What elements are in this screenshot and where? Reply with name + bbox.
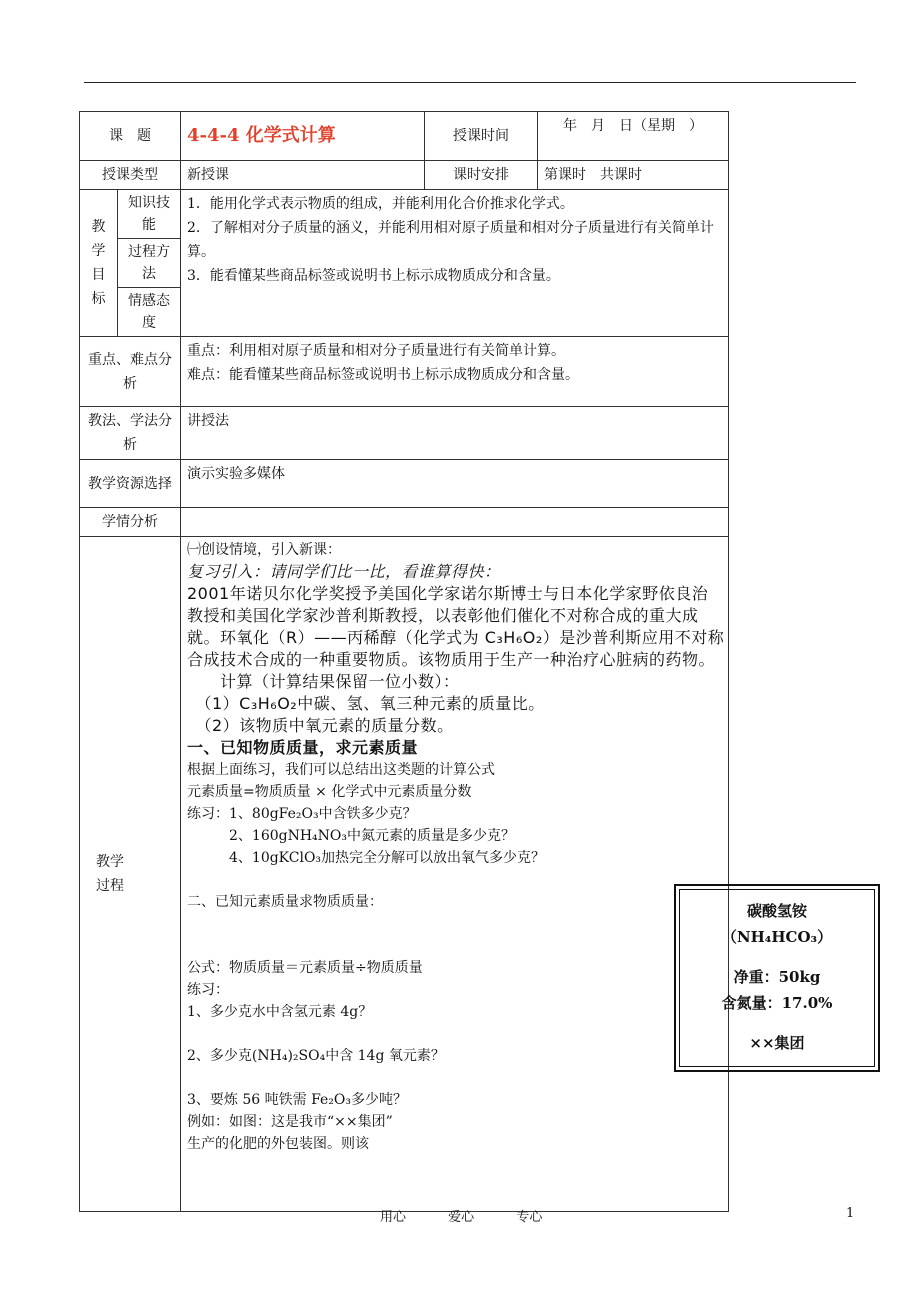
section-2-heading: 二、已知元素质量求物质质量： [187,894,383,910]
schedule-value: 第课时 共课时 [538,161,729,190]
footer-item-3: 专心 [516,1210,543,1225]
practice-label: 练习： [187,982,229,998]
process-line-a3: 练习：1、80gFe₂O₃中含铁多少克？ [187,806,417,822]
objective-line-3: 3．能看懂某些商品标签或说明书上标示成物质成分和含量。 [187,268,560,284]
row-type [80,161,729,190]
hand-line-3: 教授和美国化学家沙普利斯教授，以表彰他们催化不对称合成的重大成 [187,606,699,625]
objective-sub-process: 过程方法 [118,239,181,288]
label-formula: （NH₄HCO₃） [721,928,833,946]
keypoints-content [181,337,729,407]
fertilizer-label [674,884,880,1072]
process-label [80,537,181,1212]
row-students [80,508,729,537]
question-1: 1、多少克水中含氢元素 4g？ [187,1004,373,1020]
row-process [80,537,729,1212]
label-weight: 净重：50kg [733,968,821,986]
process-line-a1: 根据上面练习，我们可以总结出这类题的计算公式 [187,762,495,778]
hand-line-5: 合成技术合成的一种重要物质。该物质用于生产一种治疗心脏病的药物。 [187,650,716,669]
process-line-a2: 元素质量=物质质量 × 化学式中元素质量分数 [187,784,472,800]
objectives-label [80,190,118,337]
row-method [80,407,729,460]
label-nitrogen: 含氮量：17.0% [721,994,833,1012]
hand-line-4: 就。环氧化（R）——丙稀醇（化学式为 C₃H₆O₂）是沙普利斯应用不对称 [187,628,725,647]
row-objective-knowledge [80,190,729,239]
resources-value: 演示实验多媒体 [181,460,729,508]
label-company: ××集团 [749,1034,805,1052]
hand-line-7: （1）C₃H₆O₂中碳、氢、氧三种元素的质量比。 [187,694,545,713]
lesson-plan-table [79,111,729,1212]
hand-line-6: 计算（计算结果保留一位小数）： [187,672,460,691]
process-content [181,537,729,1212]
students-label: 学情分析 [80,508,181,537]
course-title: 4-4-4 化学式计算 [181,112,425,161]
hand-line-9: 一、已知物质质量，求元素质量 [187,738,419,757]
objectives-content [181,190,729,337]
row-resources [80,460,729,508]
keypoint-line-2: 难点：能看懂某些商品标签或说明书上标示成物质成分和含量。 [187,367,579,383]
row-course [80,112,729,161]
time-value: 年 月 日（星期 ） [538,112,729,161]
objectives-label-text: 教学目标 [91,219,106,307]
fertilizer-label-inner [679,889,875,1067]
process-line-a5: 4、10gKClO₃加热完全分解可以放出氧气多少克？ [187,850,546,866]
type-value: 新授课 [181,161,425,190]
formula-line: 公式：物质质量＝元素质量÷物质质量 [187,960,423,976]
header-rule [84,82,856,83]
resources-label: 教学资源选择 [80,460,181,508]
hand-line-8: （2）该物质中氧元素的质量分数。 [187,716,454,735]
question-2: 2、多少克(NH₄)₂SO₄中含 14g 氧元素？ [187,1048,445,1064]
keypoint-line-1: 重点：利用相对原子质量和相对分子质量进行有关简单计算。 [187,343,565,359]
method-value: 讲授法 [181,407,729,460]
method-label: 教法、学法分析 [80,407,181,460]
objective-line-1: 1．能用化学式表示物质的组成，并能利用化合价推求化学式。 [187,196,574,212]
keypoints-label: 重点、难点分析 [80,337,181,407]
schedule-label: 课时安排 [425,161,538,190]
footer-motto [380,1206,580,1225]
objective-sub-attitude: 情感态度 [118,288,181,337]
example-line-1: 例如：如图：这是我市“××集团” [187,1114,393,1130]
hand-line-1: 复习引入：请同学们比一比，看谁算得快： [187,562,501,581]
label-name: 碳酸氢铵 [746,902,807,920]
handwritten-block [187,561,725,759]
type-label: 授课类型 [80,161,181,190]
objective-line-2: 2．了解相对分子质量的涵义，并能利用相对原子质量和相对分子质量进行有关简单计算。 [187,220,714,260]
footer-item-2: 爱心 [448,1210,475,1225]
example-line-2: 生产的化肥的外包装图。则该 [187,1136,369,1152]
question-3: 3、要炼 56 吨铁需 Fe₂O₃多少吨？ [187,1092,408,1108]
row-keypoints [80,337,729,407]
process-intro: ㈠创设情境，引入新课： [187,542,341,558]
process-label-text: 教学过程 [96,854,124,894]
time-label: 授课时间 [425,112,538,161]
footer-item-1: 用心 [380,1210,407,1225]
process-line-a4: 2、160gNH₄NO₃中氮元素的质量是多少克？ [187,828,516,844]
objective-sub-knowledge: 知识技能 [118,190,181,239]
page-number: 1 [846,1206,855,1221]
hand-line-2: 2001年诺贝尔化学奖授予美国化学家诺尔斯博士与日本化学家野依良治 [187,584,709,603]
students-value [181,508,729,537]
course-label: 课 题 [80,112,181,161]
